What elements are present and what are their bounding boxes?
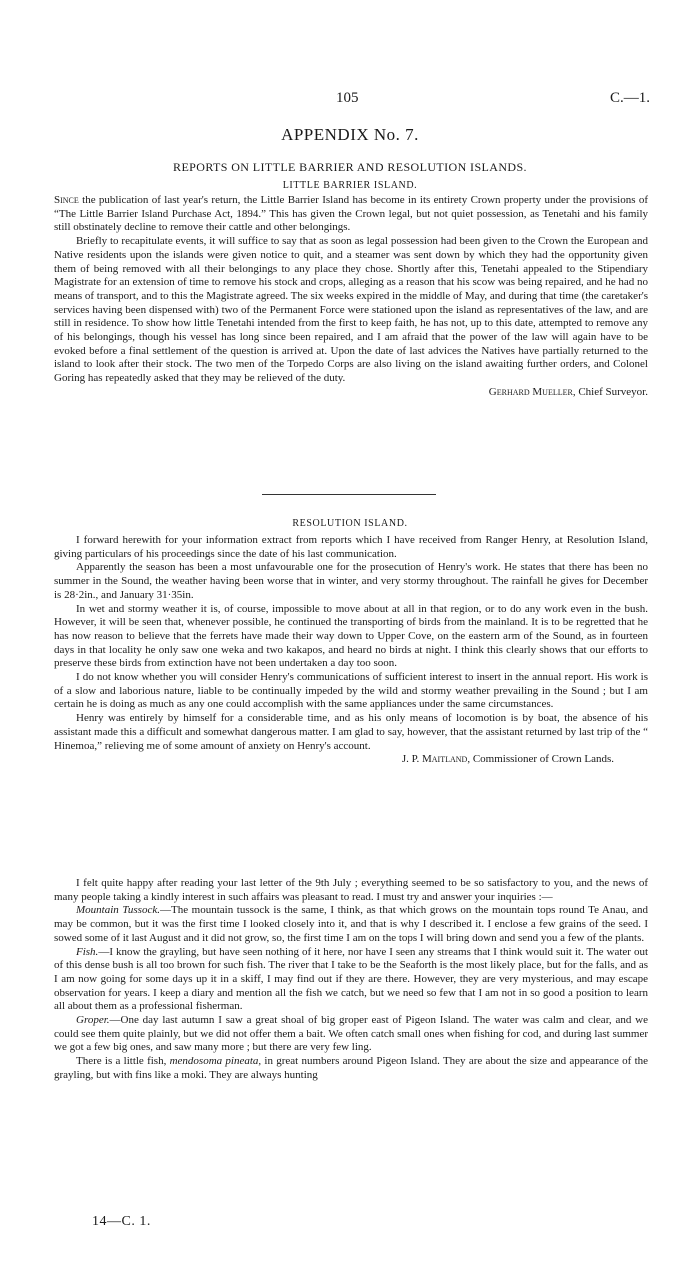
resolution-paragraph-2: Apparently the season has been a most unfavourable one for the prosecution of Henry's work. He states that there has been no summer in the Sound, the weather having been worse that in winter, and very stormy throughout. The rainfall he gives for December is 28·2in., and January 31·35in.	[54, 561, 648, 601]
signature-mark: 14—C. 1.	[92, 1214, 151, 1229]
resolution-paragraph-3: In wet and stormy weather it is, of course, impossible to move about at all in that region, or to do any work even in the bush. However, it will be seen that, whenever possible, he continued the transporting of birds from the mainland. It is to be regretted that he has now reason to believe that the ferrets have made their way down to Upper Cove, on the eastern arm of the Sound, as in fourteen days in that locality he only saw one weka and two kakapos, and heard no birds at night. I think this clearly shows that our efforts to preserve these birds from extinction have not been undertaken a day too soon.	[54, 602, 648, 670]
little-barrier-paragraph-1: Since the publication of last year's return, the Little Barrier Island has become in its entirety Crown property under the provisions of “The Little Barrier Island Purchase Act, 1894.” This has given the Crown legal, but not quiet possession, as Tenetahi and his family still obstinately decline to remove their cattle and other belongings.	[54, 194, 648, 234]
resolution-section	[54, 534, 648, 767]
fish-label: Fish.	[76, 945, 99, 958]
letter-paragraph-tussock: Mountain Tussock.—The mountain tussock is the same, I think, as that which grows on the mountain tops round Te Anau, and may be common, but it was the first time I looked closely into it, and that is why I described it. I enclose a few grains of the seed. I sowed some of it last August and it did not grow, so, the first time I am on the tops I will bring down and send you a few of the plants.	[54, 904, 648, 944]
groper-label: Groper.	[76, 1014, 110, 1027]
little-barrier-paragraph-2: Briefly to recapitulate events, it will suffice to say that as soon as legal possession had been given to the Crown the European and Native residents upon the islands were given notice to quit, and a steamer was sent down by which they had the opportunity given them of being removed with all their belongings to any place they chose. Shortly after this, Tenetahi appealed to the Stipendiary Magistrate for an extension of time to remove his stock and crops, alleging as a reason that his scow was being repaired, and he had no means of transport, and to this the Magistrate agreed. The six weeks expired in the middle of May, and during that time (the caretaker's services having been dispensed with) two of the Permanent Force were stationed upon the island as representatives of the law, and are still in residence. To show how little Tenetahi intended from the first to keep faith, he has not, up to this date, attempted to remove any of his belongings, though his vessel has long since been repaired, and I am afraid that the power of the law will again have to be evoked before a final settlement of the question is arrived at. Upon the date of last advices the Natives have partially returned to the island to look after their stock. The two men of the Torpedo Corps are also living on the island awaiting further orders, and Colonel Goring has repeatedly asked that they may be relieved of the duty.	[54, 235, 648, 385]
resolution-heading: RESOLUTION ISLAND.	[292, 518, 408, 529]
letter-paragraph-1: I felt quite happy after reading your last letter of the 9th July ; everything seemed to be so satisfactory to you, and the news of many people taking a kindly interest in such affairs was pleasant to read. I must try and answer your inquiries :—	[54, 877, 648, 903]
little-barrier-heading: LITTLE BARRIER ISLAND.	[282, 180, 418, 191]
main-title: REPORTS ON LITTLE BARRIER AND RESOLUTION ISLANDS.	[173, 160, 527, 174]
page-header	[54, 92, 650, 112]
series-code: C.—1.	[609, 90, 650, 106]
little-barrier-section	[54, 194, 648, 400]
appendix-title: APPENDIX No. 7.	[281, 125, 419, 144]
henry-letter	[54, 877, 648, 1083]
lead-word: Since	[54, 194, 79, 206]
resolution-paragraph-4: I do not know whether you will consider Henry's communications of sufficient interest to insert in the annual report. His work is of a slow and laborious nature, liable to be continually impeded by the wild and stormy weather prevailing in the Sound ; but I am certain he is doing as much as any one could accomplish with the same appliances under the same circumstances.	[54, 671, 648, 711]
resolution-paragraph-5: Henry was entirely by himself for a considerable time, and as his only means of locomotion is by boat, the absence of his assistant made this a difficult and somewhat dangerous matter. I am glad to say, however, that the assistant returned by last trip of the “ Hinemoa,” relieving me of some amount of anxiety on Henry's account.	[54, 712, 648, 752]
letter-paragraph-mendosoma: There is a little fish, mendosoma pineata, in great numbers around Pigeon Island. They are about the size and appearance of the grayling, but with fins like a moki. They are always hunting	[54, 1055, 649, 1081]
signature-mueller: Gerhard Mueller, Chief Surveyor.	[488, 385, 648, 398]
signature-maitland: J. P. Maitland, Commissioner of Crown Lands.	[401, 753, 614, 766]
species-name: mendosoma pineata,	[169, 1055, 262, 1068]
letter-paragraph-groper: Groper.—One day last autumn I saw a great shoal of big groper east of Pigeon Island. The water was calm and clear, and we could see them quite plainly, but we did not offer them a bait. We often catch small ones when fishing for cod, and during last summer we got a few big ones, and saw many more ; but there are very few ling.	[54, 1014, 648, 1054]
letter-paragraph-fish: Fish.—I know the grayling, but have seen nothing of it here, nor have I seen any streams that I think would suit it. The water out of this dense bush is all too brown for such fish. The river that I take to be the Seaforth is the most likely place, but for the falls, and as I am now going for some days up it in a skiff, I may find out if they are there. However, they are very mysterious, and may escape observation for years. I keep a diary and mention all the fish we catch, but we need so few that I am not in so good a position to learn all about them as a professional fisherman.	[54, 945, 648, 1013]
section-divider	[262, 494, 436, 495]
tussock-label: Mountain Tussock.	[76, 904, 160, 917]
page-number: 105	[336, 90, 359, 106]
resolution-paragraph-1: I forward herewith for your information extract from reports which I have received from Ranger Henry, at Resolution Island, giving particulars of his proceedings since the date of his last communication.	[54, 534, 648, 560]
